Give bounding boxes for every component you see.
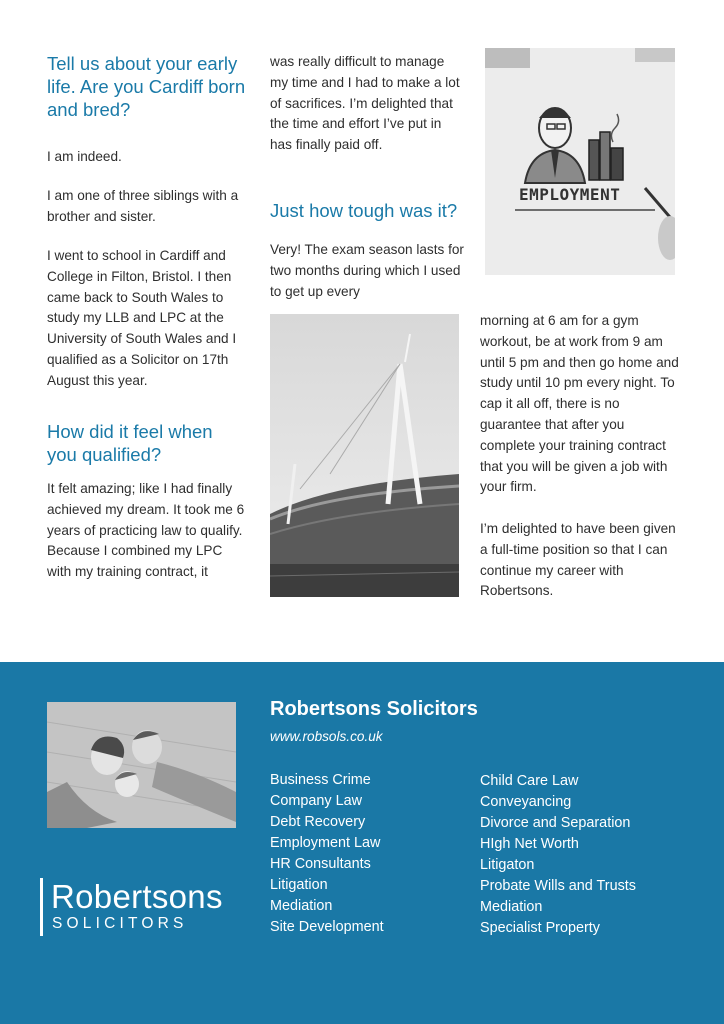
service-item[interactable]: Probate Wills and Trusts xyxy=(480,878,636,894)
service-item[interactable]: Litigation xyxy=(270,877,328,893)
answer-paragraph: I went to school in Cardiff and College in Filton, Bristol. I then came back to South Wales to study my LLB and LPC at the University of South Wales and I qualified as a Solicitor on 17th August this year. xyxy=(47,248,237,388)
service-item[interactable]: Debt Recovery xyxy=(270,814,366,830)
services-list-left xyxy=(270,770,384,938)
service-item[interactable]: Conveyancing xyxy=(480,794,572,810)
service-item[interactable]: Employment Law xyxy=(270,835,381,851)
answer-paragraph: I am one of three siblings with a brother and sister. xyxy=(47,188,239,224)
answer-paragraph: I am indeed. xyxy=(47,149,122,164)
heading-how-tough: Just how tough was it? xyxy=(270,200,458,221)
logo-subtitle: SOLICITORS xyxy=(52,915,188,932)
heading-early-life: Tell us about your early life. Are you Cardiff born and bred? xyxy=(47,53,246,120)
service-item[interactable]: Specialist Property xyxy=(480,920,600,936)
answer-paragraph: morning at 6 am for a gym workout, be at work from 9 am until 5 pm and then go home and study until 10 pm every night. To cap it all off, there is no guarantee that after you complete your training contract that you will be given a job with your firm. xyxy=(480,313,679,495)
footer-company-name: Robertsons Solicitors xyxy=(270,698,478,720)
family-photo xyxy=(47,702,236,828)
family-illustration xyxy=(47,702,236,828)
services-list-right xyxy=(480,771,636,939)
logo-wordmark: Robertsons xyxy=(51,878,223,915)
answer-paragraph: Very! The exam season lasts for two months during which I used to get up every xyxy=(270,242,464,299)
service-item[interactable]: Site Development xyxy=(270,919,384,935)
service-item[interactable]: Mediation xyxy=(270,898,333,914)
service-item[interactable]: HIgh Net Worth xyxy=(480,836,579,852)
heading-qualified: How did it feel when you qualified? xyxy=(47,421,213,465)
employment-illustration xyxy=(485,48,675,275)
service-item[interactable]: Company Law xyxy=(270,793,362,809)
service-item[interactable]: Child Care Law xyxy=(480,773,579,789)
stadium-illustration xyxy=(270,314,459,597)
service-item[interactable]: Divorce and Separation xyxy=(480,815,631,831)
stadium-photo xyxy=(270,314,459,597)
service-item[interactable]: Litigaton xyxy=(480,857,535,873)
service-item[interactable]: Business Crime xyxy=(270,772,371,788)
employment-sign-text: EMPLOYMENT xyxy=(519,185,621,204)
answer-paragraph: It felt amazing; like I had finally achieved my dream. It took me 6 years of practicing law to qualify. Because I combined my LPC with my training contract, it xyxy=(47,481,245,580)
service-item[interactable]: HR Consultants xyxy=(270,856,371,872)
answer-paragraph: was really difficult to manage my time and I had to make a lot of sacrifices. I’m delighted that the time and effort I’ve put in has finally paid off. xyxy=(270,54,460,153)
answer-paragraph: I’m delighted to have been given a full-time position so that I can continue my career with Robertsons. xyxy=(480,521,676,599)
footer-website-link[interactable]: www.robsols.co.uk xyxy=(270,729,383,744)
service-item[interactable]: Mediation xyxy=(480,899,543,915)
employment-photo xyxy=(485,48,675,275)
logo-bar xyxy=(40,878,43,936)
